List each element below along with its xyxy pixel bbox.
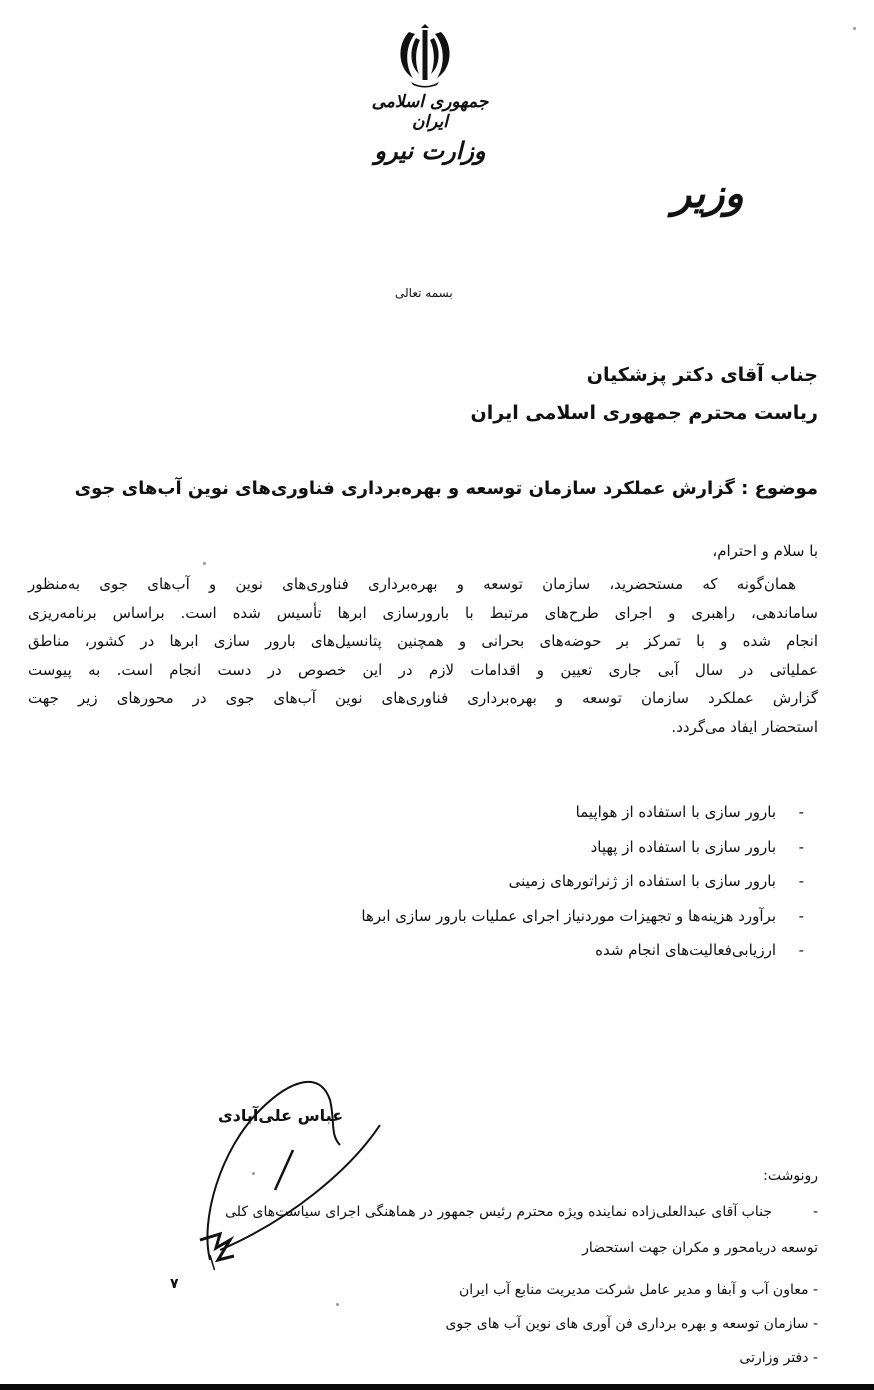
letter-body [28, 570, 818, 741]
letterhead-office: وزیر [672, 170, 744, 217]
list-item: -برآورد هزینه‌ها و تجهیزات موردنیاز اجرای عملیات بارور سازی ابرها [361, 899, 804, 934]
body-line: استحضار ایفاد می‌گردد. [671, 717, 818, 736]
letterhead-ministry: وزارت نیرو [374, 136, 486, 165]
list-item: -بارور سازی با استفاده از پهپاد [361, 830, 804, 865]
signatory-name: عباس علی‌آبادی [218, 1106, 344, 1125]
scan-speck [336, 1303, 339, 1306]
recipient-title: ریاست محترم جمهوری اسلامی ایران [470, 402, 818, 424]
greeting: با سلام و احترام، [712, 542, 818, 560]
bullet-marker: - [798, 837, 804, 856]
scan-speck [252, 1172, 255, 1175]
cc-item: - معاون آب و آبفا و مدیر عامل شرکت مدیریت منابع آب ایران [459, 1282, 818, 1298]
bullet-marker: - [812, 1204, 818, 1220]
scan-speck [203, 562, 206, 565]
signature-icon [180, 1070, 510, 1270]
body-line: عملیاتی در سال آبی جاری تعیین و اقدامات لازم در این خصوص در دست انجام است. به پیوست [28, 660, 818, 679]
bullet-marker: - [798, 941, 804, 959]
body-line: ساماندهی، راهبری و اجرای طرح‌های مرتبط با بارورسازی ابرها تأسیس شده است. براساس برنامه‌ریزی [28, 603, 818, 622]
topic-list [361, 795, 804, 968]
body-line: انجام شده و با تمرکز بر حوضه‌های بحرانی و همچنین پتانسیل‌های بارور سازی ابرها در کشور، مناطق [28, 632, 818, 650]
list-item: -بارور سازی با استفاده از ژنراتورهای زمینی [361, 864, 804, 899]
list-item: -بارور سازی با استفاده از هواپیما [361, 795, 804, 830]
iran-emblem-icon [395, 20, 455, 90]
bullet-marker: - [798, 872, 804, 890]
bullet-marker: - [798, 803, 804, 821]
letterhead-country: جمهوری اسلامی ایران [371, 92, 489, 132]
bismillah: بسمه تعالی [395, 286, 453, 300]
bullet-marker: - [798, 906, 804, 925]
cc-item-continuation: توسعه دریامحور و مکران جهت استحضار [582, 1240, 818, 1256]
cc-item: -جناب آقای عبدالعلی‌زاده نماینده ویژه محترم رئیس جمهور در هماهنگی اجرای سیاست‌های کلی [225, 1204, 818, 1220]
cc-title: رونوشت: [763, 1168, 818, 1184]
page-mark: ۷ [170, 1276, 179, 1292]
list-item: -ارزیابی‌فعالیت‌های انجام شده [361, 933, 804, 968]
scan-speck [853, 27, 856, 30]
scan-bottom-edge [0, 1384, 874, 1390]
body-line: همان‌گونه که مستحضرید، سازمان توسعه و بهره‌برداری فناوری‌های نوین و آب‌های جوی به‌منظور [28, 575, 796, 593]
cc-item: - دفتر وزارتی [739, 1350, 818, 1366]
cc-item: - سازمان توسعه و بهره برداری فن آوری های نوین آب های جوی [445, 1316, 818, 1332]
body-line: گزارش عملکرد سازمان توسعه و بهره‌برداری فناوری‌های نوین آب‌های جوی در محورهای زیر جهت [28, 689, 818, 707]
letter-subject: موضوع : گزارش عملکرد سازمان توسعه و بهره‌برداری فناوری‌های نوین آب‌های جوی [74, 478, 818, 499]
recipient-name: جناب آقای دکتر پزشکیان [586, 364, 818, 386]
